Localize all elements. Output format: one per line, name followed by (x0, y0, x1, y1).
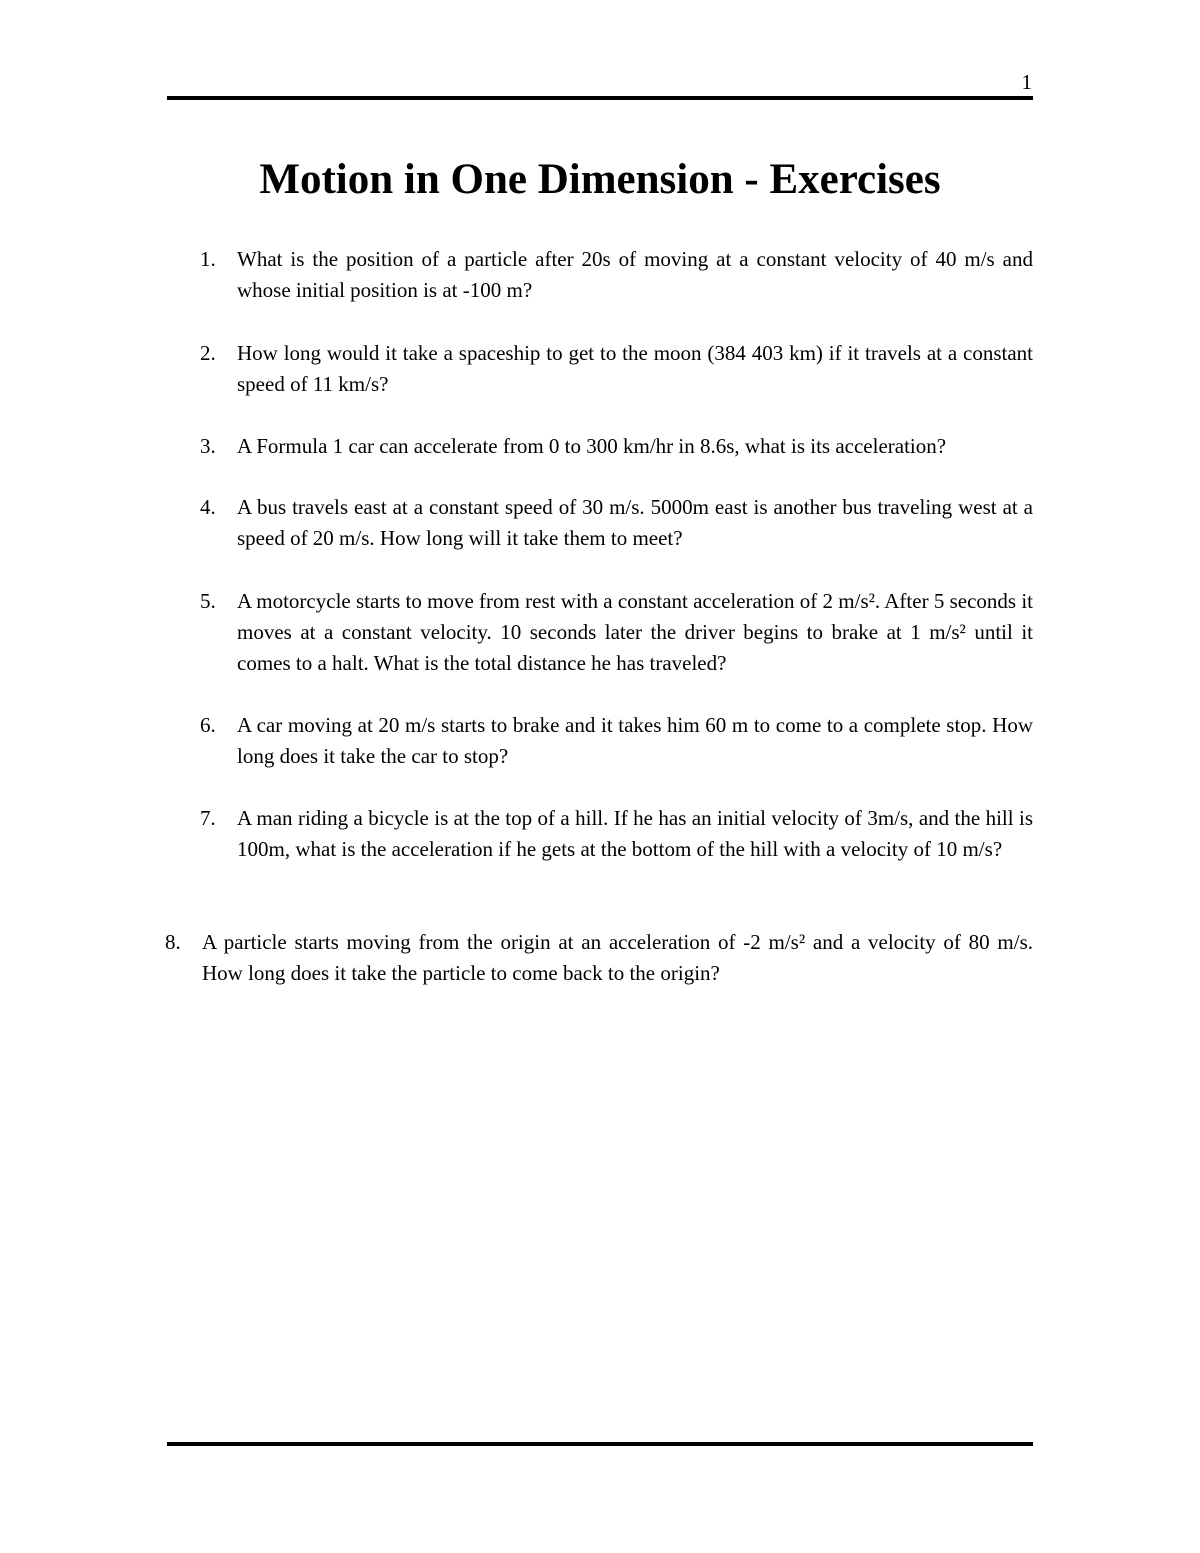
footer-rule (167, 1442, 1033, 1446)
question-text: A bus travels east at a constant speed of 30 m/s. 5000m east is another bus traveling west at a speed of 20 m/s. How long will it take them to meet? (237, 495, 1033, 550)
question-text: A man riding a bicycle is at the top of a hill. If he has an initial velocity of 3m/s, and the hill is 100m, what is the acceleration if he gets at the bottom of the hill with a velocity of 10 m/s? (237, 806, 1033, 861)
question-number: 8. (165, 930, 181, 954)
question-5 (200, 586, 1033, 679)
question-2 (200, 338, 1033, 400)
question-text: What is the position of a particle after 20s of moving at a constant velocity of 40 m/s and whose initial position is at -100 m? (237, 247, 1033, 302)
question-number: 1. (200, 247, 216, 271)
question-8 (165, 927, 1033, 989)
page-number: 1 (1021, 70, 1032, 94)
question-number: 7. (200, 806, 216, 830)
question-3 (200, 431, 1033, 462)
header-rule (167, 96, 1033, 100)
question-text: A Formula 1 car can accelerate from 0 to 300 km/hr in 8.6s, what is its acceleration? (237, 434, 947, 458)
question-text: A motorcycle starts to move from rest with a constant acceleration of 2 m/s². After 5 seconds it moves at a constant velocity. 10 seconds later the driver begins to brake at 1 m/s² until it comes to a halt. What is the total distance he has traveled? (237, 589, 1033, 675)
question-number: 4. (200, 495, 216, 519)
question-6 (200, 710, 1033, 772)
question-7 (200, 803, 1033, 865)
question-text: A particle starts moving from the origin at an acceleration of -2 m/s² and a velocity of 80 m/s. How long does it take the particle to come back to the origin? (202, 930, 1033, 985)
question-number: 5. (200, 589, 216, 613)
page-title: Motion in One Dimension - Exercises (259, 156, 941, 203)
question-text: How long would it take a spaceship to get to the moon (384 403 km) if it travels at a constant speed of 11 km/s? (237, 341, 1033, 396)
question-number: 6. (200, 713, 216, 737)
question-number: 2. (200, 341, 216, 365)
question-text: A car moving at 20 m/s starts to brake and it takes him 60 m to come to a complete stop. How long does it take the car to stop? (237, 713, 1033, 768)
question-number: 3. (200, 434, 216, 458)
question-1 (200, 244, 1033, 306)
question-4 (200, 492, 1033, 554)
